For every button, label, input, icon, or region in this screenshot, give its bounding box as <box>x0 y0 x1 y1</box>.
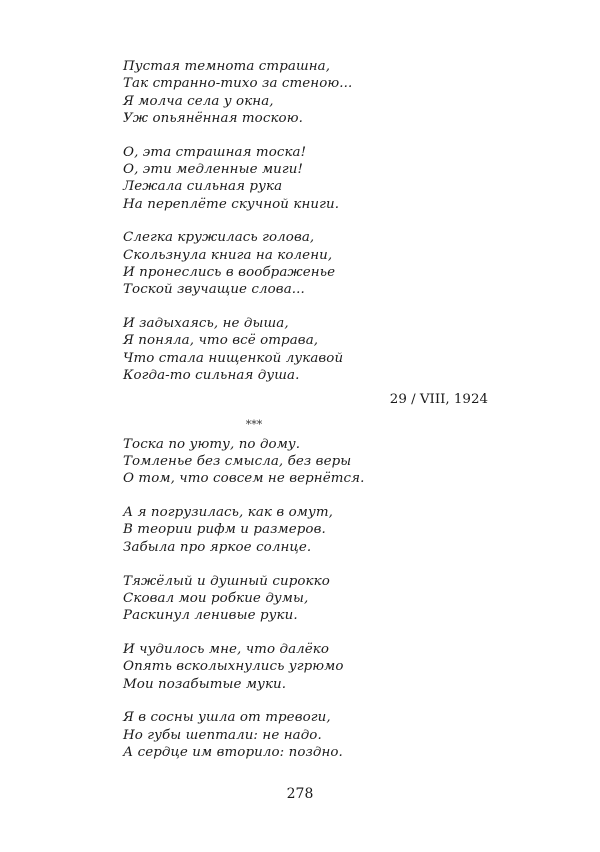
poems-text-block <box>123 58 488 778</box>
poem-2-stanza-2 <box>123 504 483 556</box>
verse-line: О, эта страшная тоска! <box>123 144 307 160</box>
verse-line: Томленье без смысла, без веры <box>123 454 352 470</box>
verse-line: В теории рифм и размеров. <box>123 522 326 538</box>
verse-line: И чудилось мне, что далёко <box>123 641 330 657</box>
verse-line: Мои позабытые муки. <box>123 676 287 692</box>
poem-2-stanza-1 <box>123 436 483 488</box>
verse-line: Тяжёлый и душный сирокко <box>123 573 330 589</box>
poem-1-stanza-2 <box>123 144 483 213</box>
poem-2-stanza-4 <box>123 641 483 693</box>
verse-line: Я поняла, что всё отрава, <box>123 333 319 349</box>
verse-line: О, эти медленные миги! <box>123 161 303 177</box>
verse-line: На переплёте скучной книги. <box>123 196 340 212</box>
verse-line: Опять всколыхнулись угрюмо <box>123 659 344 675</box>
verse-line: И задыхаясь, не дыша, <box>123 316 289 332</box>
poem-date: 29 / VIII, 1924 <box>389 391 488 407</box>
verse-line: Когда-то сильная душа. <box>123 367 300 383</box>
verse-line: Так странно-тихо за стеною... <box>123 76 353 92</box>
verse-line: Уж опьянённая тоскою. <box>123 110 303 126</box>
verse-line: Я в сосны ушла от тревоги, <box>123 710 331 726</box>
verse-line: О том, что совсем не вернётся. <box>123 471 365 487</box>
verse-line: Тоской звучащие слова... <box>123 282 305 298</box>
verse-line: Пустая темнота страшна, <box>123 59 331 74</box>
verse-line: Скользнула книга на колени, <box>123 247 333 263</box>
verse-line: Слегка кружилась голова, <box>123 230 315 246</box>
verse-line: А сердце им вторило: поздно. <box>123 744 343 760</box>
verse-line: Тоска по уюту, по дому. <box>123 436 301 452</box>
verse-line: Но губы шептали: не надо. <box>123 727 322 743</box>
verse-line: Сковал мои робкие думы, <box>123 590 309 606</box>
verse-line: Лежала сильная рука <box>123 179 283 195</box>
poem-2-stanza-3 <box>123 573 483 625</box>
poem-1-stanza-3 <box>123 229 483 298</box>
page-number: 278 <box>286 786 314 802</box>
verse-line: А я погрузилась, как в омут, <box>123 505 334 521</box>
poem-2 <box>123 436 483 761</box>
verse-line: Я молча села у окна, <box>123 93 274 109</box>
poem-1 <box>123 58 488 408</box>
verse-line: И пронеслись в воображенье <box>123 264 336 280</box>
poem-1-stanza-1 <box>123 58 483 127</box>
verse-line: Забыла про яркое солнце. <box>123 539 312 555</box>
verse-line: Что стала нищенкой лукавой <box>123 350 344 366</box>
section-separator: *** <box>245 417 263 431</box>
verse-line: Раскинул ленивые руки. <box>123 608 298 624</box>
poem-2-stanza-5 <box>123 709 483 761</box>
poem-1-stanza-4 <box>123 315 483 384</box>
